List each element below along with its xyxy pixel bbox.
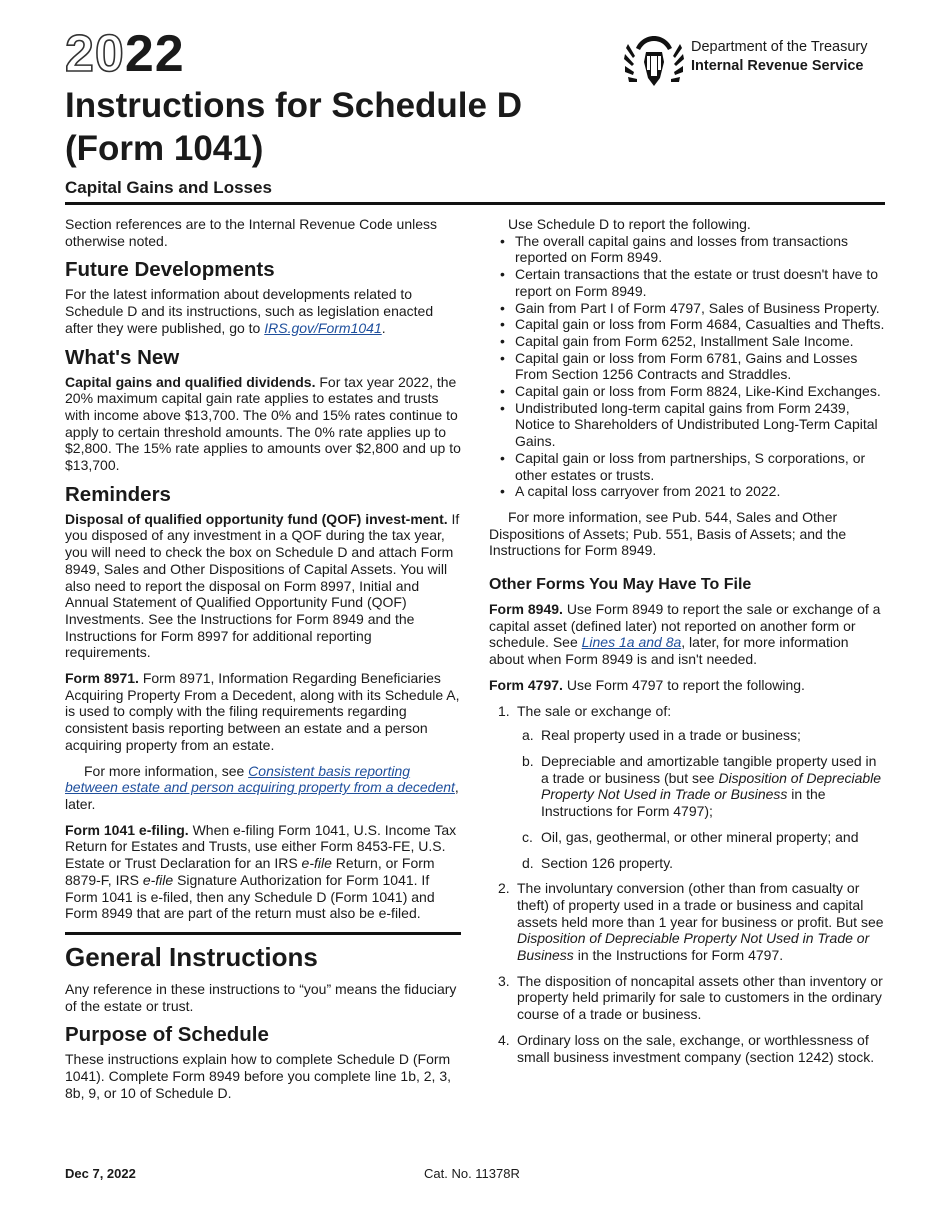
header-divider (65, 202, 885, 205)
form-4797-paragraph: Form 4797. Use Form 4797 to report the following. (489, 676, 805, 693)
form-8971-paragraph: Form 8971. Form 8971, Information Regarding Beneficiaries Acquiring Property From a Decedent, along with its Schedule A, is used to comply with the filing requirements regarding consistent basis reporting between an estate and a person acquiring property from an estate. (65, 670, 460, 753)
list-item: 2. The involuntary conversion (other than from casualty or theft) of property used in a trade or business and capital assets held more than 1 year for business or profit. But see Disposition of Depreciable Property Not Used in Trade or Business in the Instructions for Form 4797. (498, 880, 884, 964)
list-item: 4. Ordinary loss on the sale, exchange, or worthlessness of small business investment company (section 1242) stock. (498, 1031, 875, 1065)
department-name: Department of the Treasury (691, 39, 868, 55)
right-column (489, 216, 885, 1074)
list-item: • Certain transactions that the estate or trust doesn't have to report on Form 8949. (489, 266, 885, 299)
schedule-d-uses-list (489, 233, 885, 500)
whats-new-heading: What's New (65, 345, 180, 369)
agency-block (622, 32, 892, 90)
general-instructions-divider (65, 932, 461, 935)
use-schedule-intro: Use Schedule D to report the following. (508, 216, 751, 232)
irs-eagle-logo-icon (622, 32, 686, 90)
list-item: • Capital gain or loss from partnerships, S corporations, or other estates or trusts. (489, 450, 885, 483)
list-item: • Capital gain or loss from Form 8824, Like-Kind Exchanges. (489, 383, 885, 400)
purpose-heading: Purpose of Schedule (65, 1023, 269, 1047)
general-instructions-heading: General Instructions (65, 941, 318, 972)
qof-paragraph: Disposal of qualified opportunity fund (QOF) invest-ment. If you disposed of any investment in a QOF during the tax year, you will need to check the box on Schedule D and attach Form 8949, Sales and Other Dispositions of Capital Assets. You will also need to report the disposal on Form 8997, Initial and Annual Statement of Qualified Opportunity Fund (QOF) Investments. See the Instructions for Form 8949 and the Instructions for Form 8997 for additional reporting requirements. (65, 510, 460, 661)
consistent-basis-link[interactable]: Consistent basis reporting between estate and person acquiring property from a decedent (65, 762, 455, 796)
list-item: • Capital gain or loss from Form 4684, Casualties and Thefts. (489, 316, 885, 333)
form-4797-list (489, 703, 885, 1066)
list-item: c. Oil, gas, geothermal, or other mineral property; and (522, 828, 859, 845)
list-item: • Undistributed long-term capital gains from Form 2439, Notice to Shareholders of Undistributed Long-Term Capital Gains. (489, 400, 885, 450)
year-outline-digits: 20 (65, 25, 125, 83)
list-item: 1. The sale or exchange of: a. Real property used in a trade or business; b. Depreciable and amortizable tangible property used in a trade or business (but see Disposition of Depreciable Property Not Used in Trade or Business in the Instructions for Form 4797); c. Oil, gas, geothermal, or other mineral property; and d. Section 126 property. (489, 703, 885, 872)
efile-paragraph: Form 1041 e-filing. When e-filing Form 1041, U.S. Income Tax Return for Estates and Trusts, use either Form 8453-FE, U.S. Estate or Trust Declaration for an IRS e-file Return, or Form 8879-F, IRS e-file Signature Authorization for Form 1041. If Form 1041 is e-filed, then any Schedule D (Form 1041) and Form 8949 that are part of the return must also be e-filed. (65, 821, 457, 922)
list-item: b. Depreciable and amortizable tangible property used in a trade or business (but see Disposition of Depreciable Property Not Used in Trade or Business in the Instructions for Form 4797); (522, 752, 882, 820)
future-developments-text: For the latest information about developments related to Schedule D and its instructions, such as legislation enacted after they were published, go to IRS.gov/Form1041. (65, 286, 434, 336)
list-item: 3. The disposition of noncapital assets other than inventory or property held primarily for sale to customers in the ordinary course of a trade or business. (498, 972, 883, 1023)
lines-1a-8a-link[interactable]: Lines 1a and 8a (581, 634, 682, 651)
title-line-2: (Form 1041) (65, 129, 264, 168)
page-title (65, 84, 625, 170)
other-forms-heading: Other Forms You May Have To File (489, 576, 752, 594)
purpose-text: These instructions explain how to complete Schedule D (Form 1041). Complete Form 8949 before you complete line 1b, 2, 3, 8b, 9, or 10 of Schedule D. (65, 1051, 451, 1101)
list-item: • A capital loss carryover from 2021 to 2022. (489, 483, 885, 500)
list-item: a. Real property used in a trade or business; (522, 727, 801, 744)
page-subtitle: Capital Gains and Losses (65, 178, 272, 197)
form-8949-paragraph: Form 8949. Use Form 8949 to report the sale or exchange of a capital asset (defined later) not reported on another form or schedule. See Lines 1a and 8a, later, for more information about when Form 8949 is and isn't needed. (489, 601, 881, 668)
form-year (65, 25, 185, 83)
year-bold-digits: 22 (124, 25, 185, 83)
list-item: • Gain from Part I of Form 4797, Sales of Business Property. (489, 300, 885, 317)
more-info-paragraph: For more information, see Pub. 544, Sales and Other Dispositions of Assets; Pub. 551, Basis of Assets; and the Instructions for Form 8949. (489, 508, 847, 559)
agency-name: Internal Revenue Service (691, 58, 864, 74)
title-line-1: Instructions for Schedule D (65, 86, 522, 125)
left-column (65, 216, 461, 1110)
sub-list (517, 727, 885, 871)
general-instructions-text: Any reference in these instructions to “you” means the fiduciary of the estate or trust. (65, 980, 457, 1014)
irs-form1041-link[interactable]: IRS.gov/Form1041 (264, 319, 382, 336)
intro-text: Section references are to the Internal Revenue Code unless otherwise noted. (65, 216, 438, 249)
reminders-heading: Reminders (65, 482, 171, 506)
list-item: • The overall capital gains and losses from transactions reported on Form 8949. (489, 233, 885, 266)
consistent-basis-paragraph: For more information, see Consistent basis reporting between estate and person acquiring property from a decedent, later. (65, 762, 459, 812)
list-item: • Capital gain or loss from Form 6781, Gains and Losses From Section 1256 Contracts and Straddles. (489, 350, 885, 383)
list-item: • Capital gain from Form 6252, Installment Sale Income. (489, 333, 885, 350)
list-item: d. Section 126 property. (522, 854, 674, 871)
capital-gains-paragraph: Capital gains and qualified dividends. For tax year 2022, the 20% maximum capital gain rate applies to estates and trusts with income above $13,700. The 0% and 15% rates continue to apply to certain threshold amounts. The 0% rate applies up to $2,800. The 15% rate applies to amounts over $2,800 and up to $13,700. (65, 373, 461, 474)
future-developments-heading: Future Developments (65, 258, 275, 282)
revision-date: Dec 7, 2022 (65, 1166, 136, 1181)
catalog-number: Cat. No. 11378R (424, 1166, 520, 1181)
